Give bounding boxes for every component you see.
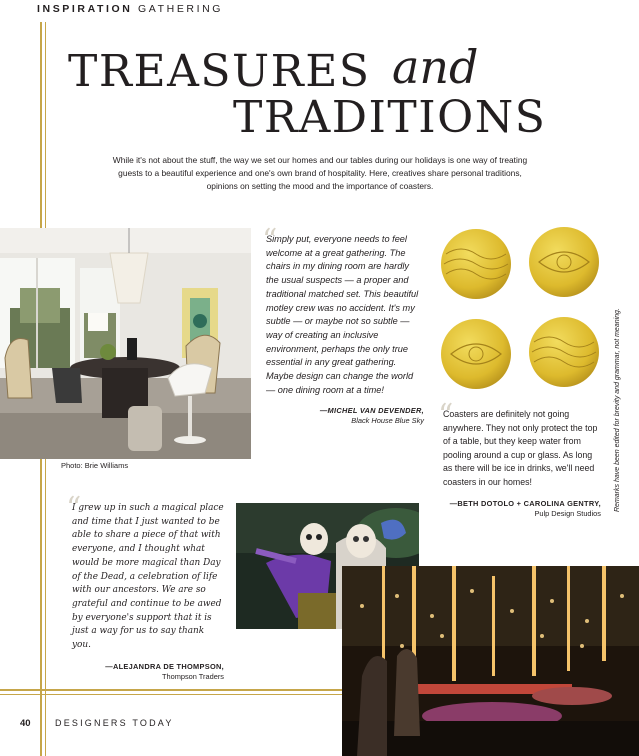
bottom-gold-rule [0, 689, 342, 691]
editorial-note-text: Remarks have been edited for brevity and grammar, not meaning. [614, 308, 621, 512]
section-header [37, 3, 223, 15]
coaster-1 [441, 229, 511, 299]
quote-attribution [266, 406, 424, 426]
quote-company: Thompson Traders [161, 671, 224, 681]
quote-author: —MICHEL VAN DEVENDER, [319, 406, 424, 416]
quote-author: —ALEJANDRA DE THOMPSON, [105, 661, 224, 671]
quote-attribution [443, 499, 601, 519]
quote-mark-icon: “ [262, 223, 278, 258]
dining-room-photo [0, 228, 251, 459]
quote-company: Pulp Design Studios [534, 508, 601, 518]
quote-company: Black House Blue Sky [351, 416, 424, 426]
coaster-4 [529, 317, 599, 387]
title-and: and [392, 40, 479, 94]
magazine-name: DESIGNERS TODAY [55, 718, 174, 728]
quote-attribution [72, 662, 224, 682]
bottom-gold-rule-inner [0, 694, 342, 695]
coaster-3 [441, 319, 511, 389]
quote-thompson [72, 502, 224, 682]
page-number: 40 [20, 718, 31, 729]
quote-author: —BETH DOTOLO + CAROLINA GENTRY, [449, 498, 601, 508]
quote-pulp-design [443, 408, 603, 519]
quote-mark-icon: “ [438, 398, 454, 433]
section-label: INSPIRATION [37, 3, 133, 15]
title-line1: TREASURES [68, 46, 371, 97]
quote-text: Simply put, everyone needs to feel welcome at a great gathering. The chairs in my dining room are hardly the usual suspects — a proper and traditional matched set. This beautiful motley crew was no accident. It's my subtle — or maybe not so subtle — way of creating an inclusive environment, perhaps the only true essential in any great gathering. Maybe design can change the world — one dining room at a time! [266, 234, 419, 395]
section-sublabel: GATHERING [138, 3, 224, 15]
quote-van-devender [266, 233, 424, 426]
quote-text: I grew up in such a magical place and time that I just wanted to be able to share a piece of that with everyone, and I thought what would be more magical than Day of the Dead, a celebration of life with our ancestors. We are so grateful and continue to be awed by everyone's support that it is just a way for us to say thank you. [72, 503, 224, 651]
quote-text: Coasters are definitely not going anywhere. They not only protect the top of a table, but they keep water from pooling around a cup or glass. As long as there will be ice in drinks, we'll need coasters in our homes! [443, 409, 598, 487]
title-line2: TRADITIONS [233, 92, 547, 143]
coaster-2 [529, 227, 599, 297]
intro-paragraph: While it's not about the stuff, the way we set our homes and our tables during our holidays is one way of treating guests to a beautiful experience and one's own brand of hospitality. Here, creatives share personal traditions, opinions on setting the mood and the importance of coasters. [112, 155, 528, 191]
coasters-image [436, 224, 606, 396]
photo-credit: Photo: Brie Williams [61, 461, 129, 470]
string-lights-dinner-photo [342, 566, 639, 756]
editorial-note [612, 268, 628, 512]
quote-mark-icon: “ [66, 491, 82, 526]
